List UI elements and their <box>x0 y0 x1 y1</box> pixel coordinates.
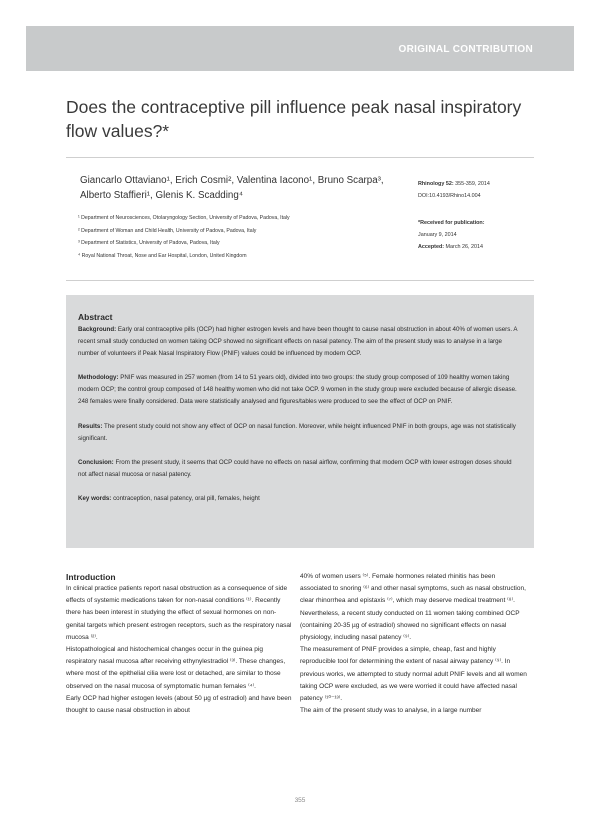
body-column-left <box>66 571 294 717</box>
author-line-2: Alberto Staffieri¹, Glenis K. Scadding⁴ <box>80 190 244 201</box>
abstract-heading: Abstract <box>78 312 113 322</box>
journal-pages: 355-359, 2014 <box>453 181 490 187</box>
accepted-label: Accepted: <box>418 244 445 250</box>
affiliation: ¹ Department of Neurosciences, Otolaryngology Section, University of Padova, Padova, Italy <box>78 215 290 221</box>
paragraph: In clinical practice patients report nasal obstruction as a consequence of side effects of systemic medications taken for non-nasal conditions ⁽¹⁾. Recently there has been interest in studying the effect of sexual hormones on non-genital targets which present estrogen receptors, such as the respiratory nasal mucosa ⁽²⁾. <box>66 585 292 641</box>
received-date: January 9, 2014 <box>418 232 457 238</box>
section-label: ORIGINAL CONTRIBUTION <box>398 44 533 55</box>
abstract <box>78 311 520 517</box>
author-list <box>80 173 390 203</box>
title-divider <box>66 157 534 158</box>
paragraph: Early OCP had higher estogen levels (about 50 µg of estradiol) and have been thought to cause nasal obstruction in about <box>66 694 292 715</box>
journal-info <box>418 178 558 253</box>
author-line-1: Giancarlo Ottaviano¹, Erich Cosmi², Valentina Iacono¹, Bruno Scarpa³, <box>80 175 384 186</box>
paragraph: The aim of the present study was to analyse, in a large number <box>300 707 482 715</box>
affiliation: ⁴ Royal National Throat, Nose and Ear Hospital, London, United Kingdom <box>78 252 247 259</box>
abstract-results: Results: The present study could not show any effect of OCP on nasal function. Moreover, while height influenced PNIF in both groups, age was not statistically significant. <box>78 422 516 442</box>
abstract-background: Background: Early oral contraceptive pills (OCP) had higher estrogen levels and have been thought to cause nasal obstruction in about 40% of women users. A recent small study conducted on women taking OCP showed no significant effects on nasal patency. The aim of the present study was to analyse in a large number of volunteers if Peak Nasal Inspiratory Flow (PNIF) values could be influenced by modern OCP. <box>78 326 518 358</box>
affiliation-list <box>78 212 378 262</box>
journal-doi: DOI:10.4193/Rhino14.004 <box>418 193 481 199</box>
paragraph: 40% of women users ⁽⁵⁾. Female hormones related rhinitis has been associated to snoring ⁽⁶⁾ and other nasal symptoms, such as nasal obstruction, clear rhinorrhea and epistaxis ⁽⁷⁾, which may deserve medical treatment ⁽⁸⁾. Nevertheless, a recent study conducted on 11 women taking combined OCP (containing 20-35 µg of estradiol) showed no significant effects on nasal physiology, including nasal patency ⁽⁹⁾. <box>300 573 526 642</box>
accepted-date: March 26, 2014 <box>444 244 484 250</box>
paragraph: The measurement of PNIF provides a simple, cheap, fast and highly reproducible tool for determining the extent of nasal airway patency ⁽⁹⁾. In previous works, we attempted to study normal adult PNIF levels and all women taking OCP were excluded, as we were worried it could have affected nasal patency ⁽¹⁰⁻¹³⁾. <box>300 646 527 703</box>
journal-name: Rhinology 52: <box>418 181 454 187</box>
abstract-methodology: Methodology: PNIF was measured in 257 women (from 14 to 51 years old), divided into two groups: the study group composed of 109 healthy women taking modern OCP; the control group composed of 148 healthy women who did not take OCP. 9 women in the study group were excluded because of allergic disease. 248 females were finally considered. Data were statistically analysed and figures/tables were produced to see the effect of OCP on PNIF. <box>78 374 517 406</box>
page-number: 355 <box>294 797 306 804</box>
article-title: Does the contraceptive pill influence peak nasal inspiratory flow values?* <box>66 97 522 141</box>
received-label: *Received for publication: <box>418 220 485 226</box>
affiliation: ³ Department of Statistics, University of Padova, Padova, Italy <box>78 240 220 247</box>
section-banner <box>26 26 574 71</box>
affiliation: ² Department of Woman and Child Health, University of Padova, Padova, Italy <box>78 227 257 234</box>
paragraph: Histopathological and histochemical changes occur in the guinea pig respiratory nasal mucosa after receiving ethynylestradiol ⁽³⁾. These changes, where most of the epithelial cilia were lost or detached, are similar to those observed on the nasal mucosa of symptomatic human females ⁽⁴⁾. <box>66 646 286 690</box>
header-divider <box>66 280 534 281</box>
introduction-heading: Introduction <box>66 572 116 582</box>
abstract-conclusion: Conclusion: From the present study, it seems that OCP could have no effects on nasal airflow, confirming that modern OCP with lower estrogen doses should not affect nasal mucosa or nasal patency. <box>78 458 512 478</box>
body-column-right <box>300 571 528 717</box>
abstract-keywords: Key words: contraception, nasal patency, oral pill, females, height <box>78 494 260 502</box>
